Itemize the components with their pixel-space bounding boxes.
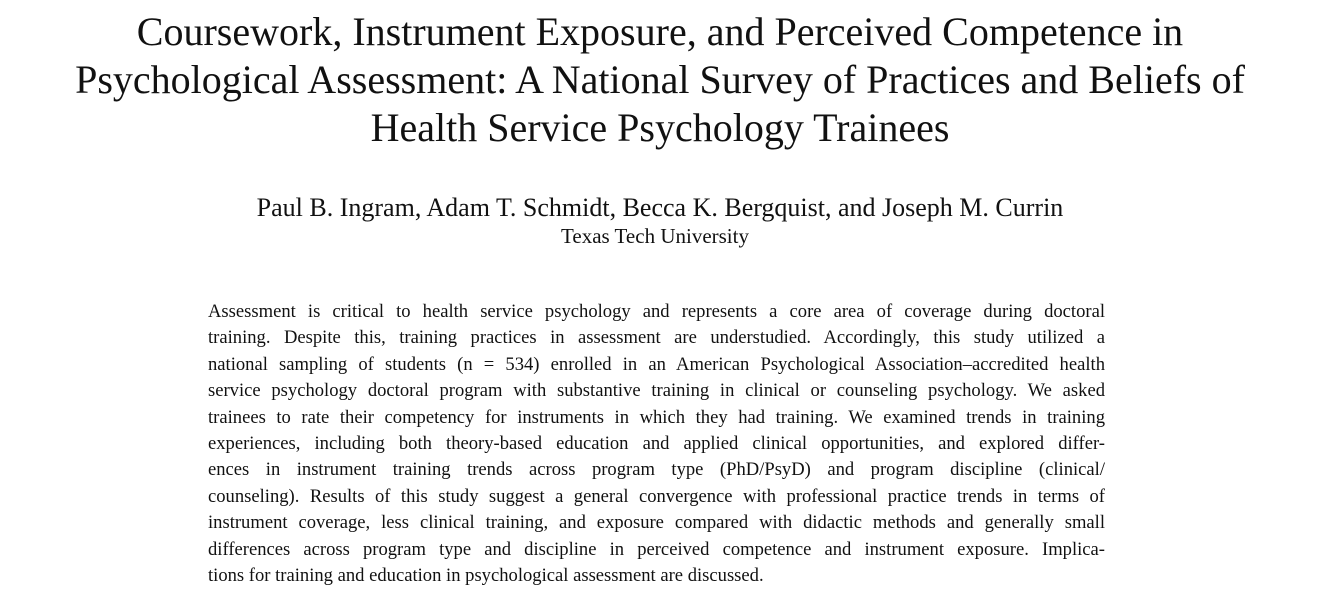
abstract-line: service psychology doctoral program with substantive training in clinical or counseling psychology. We asked — [208, 380, 1105, 402]
abstract-line: Assessment is critical to health service psychology and represents a core area of coverage during doctoral — [208, 301, 1105, 322]
affiliation: Texas Tech University — [561, 224, 749, 248]
abstract-line: national sampling of students (n = 534) enrolled in an American Psychological Association–accredited health — [208, 353, 1105, 375]
abstract-line: differences across program type and discipline in perceived competence and instrument exposure. Implica- — [208, 538, 1105, 560]
author-list: Paul B. Ingram, Adam T. Schmidt, Becca K. Bergquist, and Joseph M. Currin — [256, 193, 1064, 222]
paper-title — [0, 8, 1320, 152]
abstract-line: training. Despite this, training practices in assessment are understudied. Accordingly, this study utilized a — [208, 327, 1105, 349]
abstract-line: counseling). Results of this study suggest a general convergence with professional practice trends in terms of — [208, 485, 1105, 507]
title-line: Psychological Assessment: A National Survey of Practices and Beliefs of — [75, 57, 1245, 102]
abstract — [208, 299, 1105, 589]
abstract-line: tions for training and education in psychological assessment are discussed. — [208, 564, 764, 586]
abstract-line: trainees to rate their competency for instruments in which they had training. We examined trends in training — [208, 406, 1105, 428]
abstract-line: ences in instrument training trends across program type (PhD/PsyD) and program discipline (clinical/ — [208, 459, 1105, 481]
abstract-line: instrument coverage, less clinical training, and exposure compared with didactic methods and generally small — [208, 512, 1105, 534]
abstract-line: experiences, including both theory-based education and applied clinical opportunities, and explored differ- — [208, 432, 1105, 454]
title-line: Health Service Psychology Trainees — [370, 105, 950, 150]
title-line: Coursework, Instrument Exposure, and Perceived Competence in — [136, 9, 1184, 54]
